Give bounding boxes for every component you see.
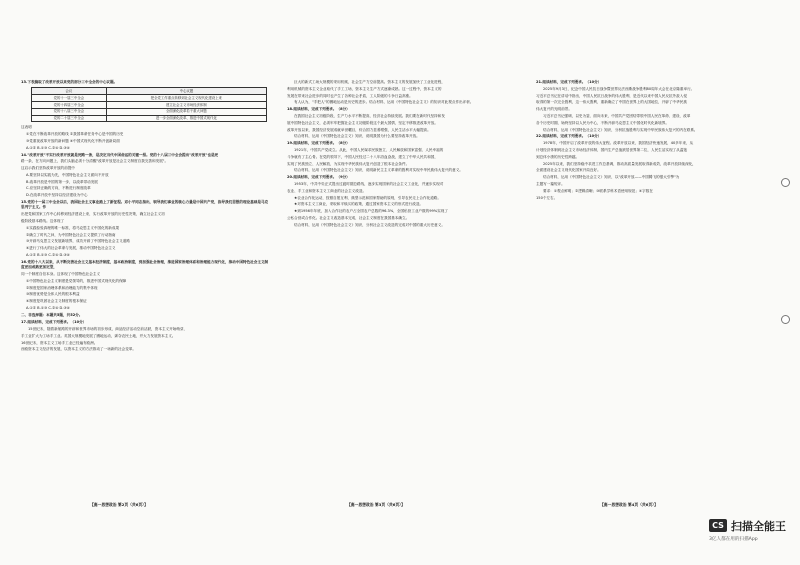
camscanner-logo-icon: CS: [709, 519, 727, 532]
question-20-text: 农业、手工业和资本主义工商业的社会主义改造。: [287, 188, 367, 193]
question-16-answers: A.①② B.①③ C.②④ D.③④: [26, 306, 70, 311]
question-13-option: ①党在不断改革开放的路线 ②我国革命任务中心是中国的历史: [26, 132, 124, 137]
question-17-prompt: 有人认为，"手把人"的圈地运动是历史的进步。结合材料，运用《中国特色社会主义》的知识对此观点作出评析。: [294, 100, 474, 105]
question-14-option: D.在改革开放中坚持以经济建设为中心: [26, 193, 88, 198]
question-20-text: 1953年，中共中央正式提出过渡时期总路线，逐步实现国家的社会主义工业化，并逐步实现对: [294, 181, 444, 186]
scanner-watermark: [707, 516, 799, 562]
question-22-text: 2025年以来，我们坚持稳中求进工作总基调，推动高质量发展取得新成效，改革开放持续深化，: [543, 161, 696, 166]
question-13-stem: 13.下表摘取了改革开放以来党的部分三中全会的中心议题。: [21, 80, 118, 84]
binding-hole-icon: [781, 315, 790, 324]
question-19-stem: 19.阅读材料，完成下列要求。（8分）: [287, 141, 350, 146]
question-13-lead: 这表明: [21, 125, 32, 130]
question-22-text: 1978年，中国开启了改革开放的伟大征程。改革开放以来，我国经济快速发展，40多年来，从: [543, 141, 694, 146]
question-18-prompt: 结合材料，运用《中国特色社会主义》知识，说明我国为什么要坚持改革开放。: [294, 134, 420, 139]
table-cell: 党的二十届三中全会: [32, 115, 107, 122]
table-header-meeting: 会议: [32, 88, 107, 95]
question-16-option: ④制度是巩固社会主义制度的根本保证: [26, 299, 87, 304]
question-20-text: ★到1956年年底，加入合作社的农户占全国农户总数的96.3%，全国私营工业户数的99%实现了: [294, 209, 448, 214]
table-cell: 党的十四届三中全会: [32, 101, 107, 108]
question-17-continued: 巨大的新式工场大规模的采用机械，社会生产力空前提高。资本主义的发展加快了工业化进程，: [294, 80, 445, 84]
question-22-stem: 22.阅读材料，完成下列要求。（10分）: [536, 134, 602, 139]
question-13-answers: A.①② B.①③ C.②④ D.③④: [26, 145, 70, 150]
question-21-text: 取得的第一次完全胜利，这一伟大胜利，重新确立了中国在世界上的大国地位，开辟了中华民族: [536, 100, 687, 105]
table-row: [32, 95, 267, 102]
question-18-text: 改革开放以来，我国经济发展成就举世瞩目，综合国力显著增强，人民生活水平大幅提高。: [287, 127, 431, 132]
section-heading: 二、非选择题：本题共5题，共52分。: [21, 313, 83, 318]
table-cell: 党的十一届三中全会: [32, 95, 107, 102]
question-17-stem: 17.阅读材料，完成下列要求。（10分）: [21, 320, 87, 325]
binding-hole-icon: [781, 178, 790, 187]
question-18-text: 在我国社会主义初级阶段，生产力水平不断提高，经济社会持续发展。我们要在新时代坚持和发: [294, 113, 445, 118]
question-20-prompt: 结合材料，运用《中国特色社会主义》知识，分析社会主义改造的完成对中国的重大历史意义。: [294, 222, 445, 227]
question-16-option: ②制度是国家治理体系和治理能力的集中体现: [26, 285, 98, 290]
question-16-option: ③制度优势是全体人民的根本利益: [26, 292, 80, 297]
question-22-text: 计划经济体制到社会主义市场经济体制，国内生产总值跃居世界第二位，人民生活实现了从温饱: [536, 147, 687, 152]
question-22-requirements: 要求：①观点鲜明；②逻辑清晰；③联系学科术语使用规范；④字数在: [543, 188, 653, 193]
question-14-stem: 14."改革开放"不实行改革开放就是死路一条，是决定当代中国命运的关键一招。党的十八届三中全会提出"改革开放"也是死: [21, 152, 219, 157]
watermark-app-name: 扫描全能王: [731, 520, 786, 533]
question-15-option: ②确立了时代之问，为中国特色社会主义提供了行动指南: [26, 232, 116, 237]
question-22-requirements: 150个左右。: [536, 195, 558, 200]
table-cell: 把全党工作重点转移到社会主义现代化建设上来: [106, 95, 266, 102]
table-cell: 党的十八届三中全会: [32, 108, 107, 115]
question-18-stem: 18.阅读材料，完成下列要求。（8分）: [287, 107, 350, 112]
page-footer: 【高一思想政治 第3页（共6页）】: [347, 502, 405, 507]
question-17-text: 15世纪末，随着新航路的开辟和世界市场的初步形成，商品经济活动空前活跃，资本主义开始萌芽，: [28, 327, 188, 332]
question-20-text: 公私合营或合作化。社会主义改造基本完成，社会主义制度在我国基本确立。: [287, 215, 410, 220]
question-17-text: 手工业扩大为工场手工业。英国大规模地发展了圈地运动，剥夺农民土地，并大力发展资本主义。: [21, 333, 176, 338]
table-row: [32, 101, 267, 108]
question-21-text: 各个历史时期，始终坚持以人民为中心，不断开辟马克思主义中国化时代化新境界。: [536, 120, 669, 125]
page-column-middle: [287, 80, 525, 230]
page-footer: 【高一思想政治 第2页（共6页）】: [90, 502, 148, 507]
question-14-option: C.应坚持正确的方向，不断进行制度改革: [26, 186, 91, 191]
question-22-prompt: 主题写一篇短评。: [536, 181, 565, 186]
question-16-option: ①中国特色社会主义制度是党领导的，推进中国式现代化的保障: [26, 278, 127, 283]
question-17-text: 16世纪末，资本主义工场手工业已经遍布欧洲。: [21, 340, 98, 345]
question-16-text: 同一个制度自信本身。这体现了中国特色社会主义: [21, 272, 101, 277]
question-21-text: 习近平总书记强调，以史为鉴、面向未来，中国共产党团结带领中国人民在革命、建设、改革: [543, 113, 691, 118]
question-21-prompt: 结合材料，运用《中国特色社会主义》知识，分析抗战胜利与实现中华民族伟大复兴的内在联系。: [543, 127, 698, 132]
question-15-stem: 15.党的十一届三中全会以后，我国社会主义事业踏上了新征程。邓小平同志指出，领导我们事业的核心力量是中国共产党，指导我们思想的理论基础是马克思列宁主义。作: [21, 200, 269, 210]
table-cell: 建立社会主义市场经济体制: [106, 101, 266, 108]
question-14-option: A.要坚持以实践为先，中国特色社会主义面向不开放: [26, 172, 109, 177]
question-20-text: ★农业合作化运动，按照自愿互利、典型示范和国家帮助的原则，引导农民走上合作化道路。: [294, 195, 441, 200]
question-15-text: 级阶段基本路线。这体现了: [21, 219, 65, 224]
question-19-prompt: 结合材料，运用《中国特色社会主义》知识，说明新民主主义革命的胜利对实现中华民族伟大复兴的意义。: [294, 168, 463, 173]
question-22-prompt: 结合材料，运用《中国特色社会主义》知识，以"改革开放——中国腾飞的强大引擎"为: [543, 175, 680, 180]
page-column-left: [21, 80, 269, 354]
question-20-text: ★对资本主义工商业，采取和平赎买的政策，通过国家资本主义的形式进行改造。: [294, 202, 424, 207]
question-22-text: 到总体小康的历史性跨越。: [536, 154, 580, 159]
table-row: [32, 108, 267, 115]
question-16-stem: 16.党的十八大以来，从不断完善社会主义基本经济制度，基本政治制度，到加强社会治理，推进国家治理体系和治理能力现代化，推动中国特色社会主义制度更加成熟更加定型，: [21, 259, 269, 270]
question-19-text: 斗争就有了主心骨。在党的领导下，中国人民经过二十八年浴血奋战，建立了中华人民共和国，: [287, 154, 438, 159]
question-15-text: 出把党和国家工作中心转移到经济建设上来，实行改革开放的历史性决策，确立社会主义初: [21, 212, 165, 217]
question-21-text: 伟大复兴的光明前景。: [536, 107, 572, 112]
question-19-text: 实现了民族独立、人民解放，为实现中华民族伟大复兴创造了根本社会条件。: [287, 161, 410, 166]
question-14-text: 路一条，在方向问题上，我们头脑必须十分清醒"改革开放是社会主义制度自我完善和发展"。: [21, 159, 169, 164]
question-14-option: B.改革开放是中国的第一步，以改革带动发展: [26, 179, 98, 184]
question-15-option: ④进行了伟大的社会革命与发展，推动中国特色社会主义: [26, 246, 116, 251]
question-20-stem: 20.阅读材料，完成下列要求。（9分）: [287, 175, 350, 180]
question-19-text: 1921年，中国共产党成立。从此，中国人民谋求民族独立、人民解放和国家富强、人民幸福的: [294, 147, 444, 152]
question-18-text: 展中国特色社会主义，必须牢牢把握社会主义初级阶段这个最大国情，坚定不移推进改革开放。: [287, 120, 438, 125]
table-cell: 全面深化改革若干重大问题: [106, 108, 266, 115]
question-15-option: ③开辟马克思主义发展新境界，成功开辟了中国特色社会主义道路: [26, 239, 130, 244]
page-footer: 【高一思想政治 第4页（共6页）】: [600, 502, 658, 507]
question-17-continued: 利用机械的资本主义企业取代了手工工场，资本主义生产方式逐渐成熟。这一过程中，资本主义的: [287, 86, 442, 91]
question-13-option: ③党重视改革开放的新问题 ④中国式现代化不断开创新局面: [26, 138, 120, 143]
question-15-answers: A.①② B.①③ C.②④ D.③④: [26, 253, 70, 258]
table-row: [32, 115, 267, 122]
page-column-right: [536, 80, 768, 202]
table-header-topic: 中心议题: [106, 88, 266, 95]
question-17-text: 西欧资本主义经济的发展，以资本主义的方法推动了一场新的社会变革。: [21, 347, 136, 352]
question-17-continued: 发展在带来社会进步的同时也产生了各种社会矛盾，工人阶级的斗争日益高涨。: [287, 93, 413, 98]
watermark-tagline: 3亿人都在用的扫描App: [709, 537, 758, 542]
question-14-text: 这启示我们坚持改革开放的前提中: [21, 166, 75, 171]
question-15-option: ①实践检验真理的唯一标准，将马克思主义中国化的新成果: [26, 225, 120, 230]
question-22-text: 全面建设社会主义现代化国家开局良好。: [536, 168, 601, 173]
question-21-stem: 21.阅读材料，完成下列要求。（10分）: [536, 80, 602, 84]
question-13-table: [31, 87, 267, 122]
question-21-text: 2025年9月3日，纪念中国人民抗日战争暨世界反法西斯战争胜利80周年大会在北京隆重举行。: [543, 86, 695, 91]
table-cell: 进一步全面深化改革、推进中国式现代化: [106, 115, 266, 122]
question-21-text: 习近平总书记在讲话中指出，中国人民抗日战争的伟大胜利，是近代以来中国人民反抗外敌入侵: [536, 93, 687, 98]
